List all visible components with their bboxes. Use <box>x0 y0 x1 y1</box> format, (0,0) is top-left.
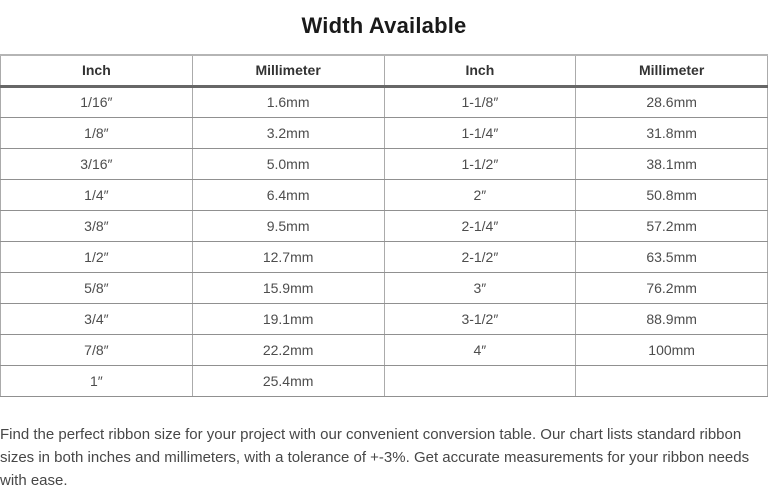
table-cell: 19.1mm <box>192 303 384 334</box>
table-cell: 1/2″ <box>1 241 193 272</box>
table-cell: 25.4mm <box>192 365 384 396</box>
table-row <box>1 241 768 272</box>
table-cell: 2-1/2″ <box>384 241 576 272</box>
table-cell <box>576 365 768 396</box>
description-paragraph: Find the perfect ribbon size for your project with our convenient conversion table. Our chart lists standard ribbon sizes in both inches and millimeters, with a tolerance of +-3%. Get accurate measurements for your ribbon needs with ease. <box>0 425 750 489</box>
table-row <box>1 272 768 303</box>
table-cell: 76.2mm <box>576 272 768 303</box>
table-cell: 1/16″ <box>1 86 193 117</box>
table-row <box>1 179 768 210</box>
table-cell: 22.2mm <box>192 334 384 365</box>
table-cell: 1″ <box>1 365 193 396</box>
table-cell: 1-1/4″ <box>384 117 576 148</box>
table-cell: 50.8mm <box>576 179 768 210</box>
table-cell: 31.8mm <box>576 117 768 148</box>
table-cell: 7/8″ <box>1 334 193 365</box>
table-row <box>1 210 768 241</box>
page <box>0 13 768 499</box>
table-cell: 1/8″ <box>1 117 193 148</box>
column-header: Millimeter <box>192 55 384 86</box>
table-cell: 12.7mm <box>192 241 384 272</box>
column-header: Inch <box>384 55 576 86</box>
table-row <box>1 365 768 396</box>
table-cell: 6.4mm <box>192 179 384 210</box>
conversion-table <box>0 54 768 397</box>
table-cell: 38.1mm <box>576 148 768 179</box>
table-header <box>1 55 768 86</box>
table-cell: 63.5mm <box>576 241 768 272</box>
table-cell: 57.2mm <box>576 210 768 241</box>
table-cell: 3-1/2″ <box>384 303 576 334</box>
column-header: Inch <box>1 55 193 86</box>
table-cell: 1.6mm <box>192 86 384 117</box>
table-cell: 1-1/2″ <box>384 148 576 179</box>
table-row <box>1 117 768 148</box>
table-cell: 3.2mm <box>192 117 384 148</box>
page-title: Width Available <box>301 13 467 38</box>
table-row <box>1 334 768 365</box>
table-row <box>1 303 768 334</box>
table-cell: 3″ <box>384 272 576 303</box>
table-cell: 5/8″ <box>1 272 193 303</box>
table-cell: 5.0mm <box>192 148 384 179</box>
table-row <box>1 148 768 179</box>
table-cell: 2″ <box>384 179 576 210</box>
table-cell: 88.9mm <box>576 303 768 334</box>
table-cell: 100mm <box>576 334 768 365</box>
table-cell <box>384 365 576 396</box>
table-body <box>1 86 768 396</box>
table-cell: 15.9mm <box>192 272 384 303</box>
table-row <box>1 86 768 117</box>
header-row <box>1 55 768 86</box>
table-cell: 1-1/8″ <box>384 86 576 117</box>
table-cell: 3/16″ <box>1 148 193 179</box>
table-cell: 3/8″ <box>1 210 193 241</box>
table-cell: 3/4″ <box>1 303 193 334</box>
table-cell: 28.6mm <box>576 86 768 117</box>
table-cell: 1/4″ <box>1 179 193 210</box>
table-cell: 2-1/4″ <box>384 210 576 241</box>
table-cell: 9.5mm <box>192 210 384 241</box>
table-cell: 4″ <box>384 334 576 365</box>
column-header: Millimeter <box>576 55 768 86</box>
